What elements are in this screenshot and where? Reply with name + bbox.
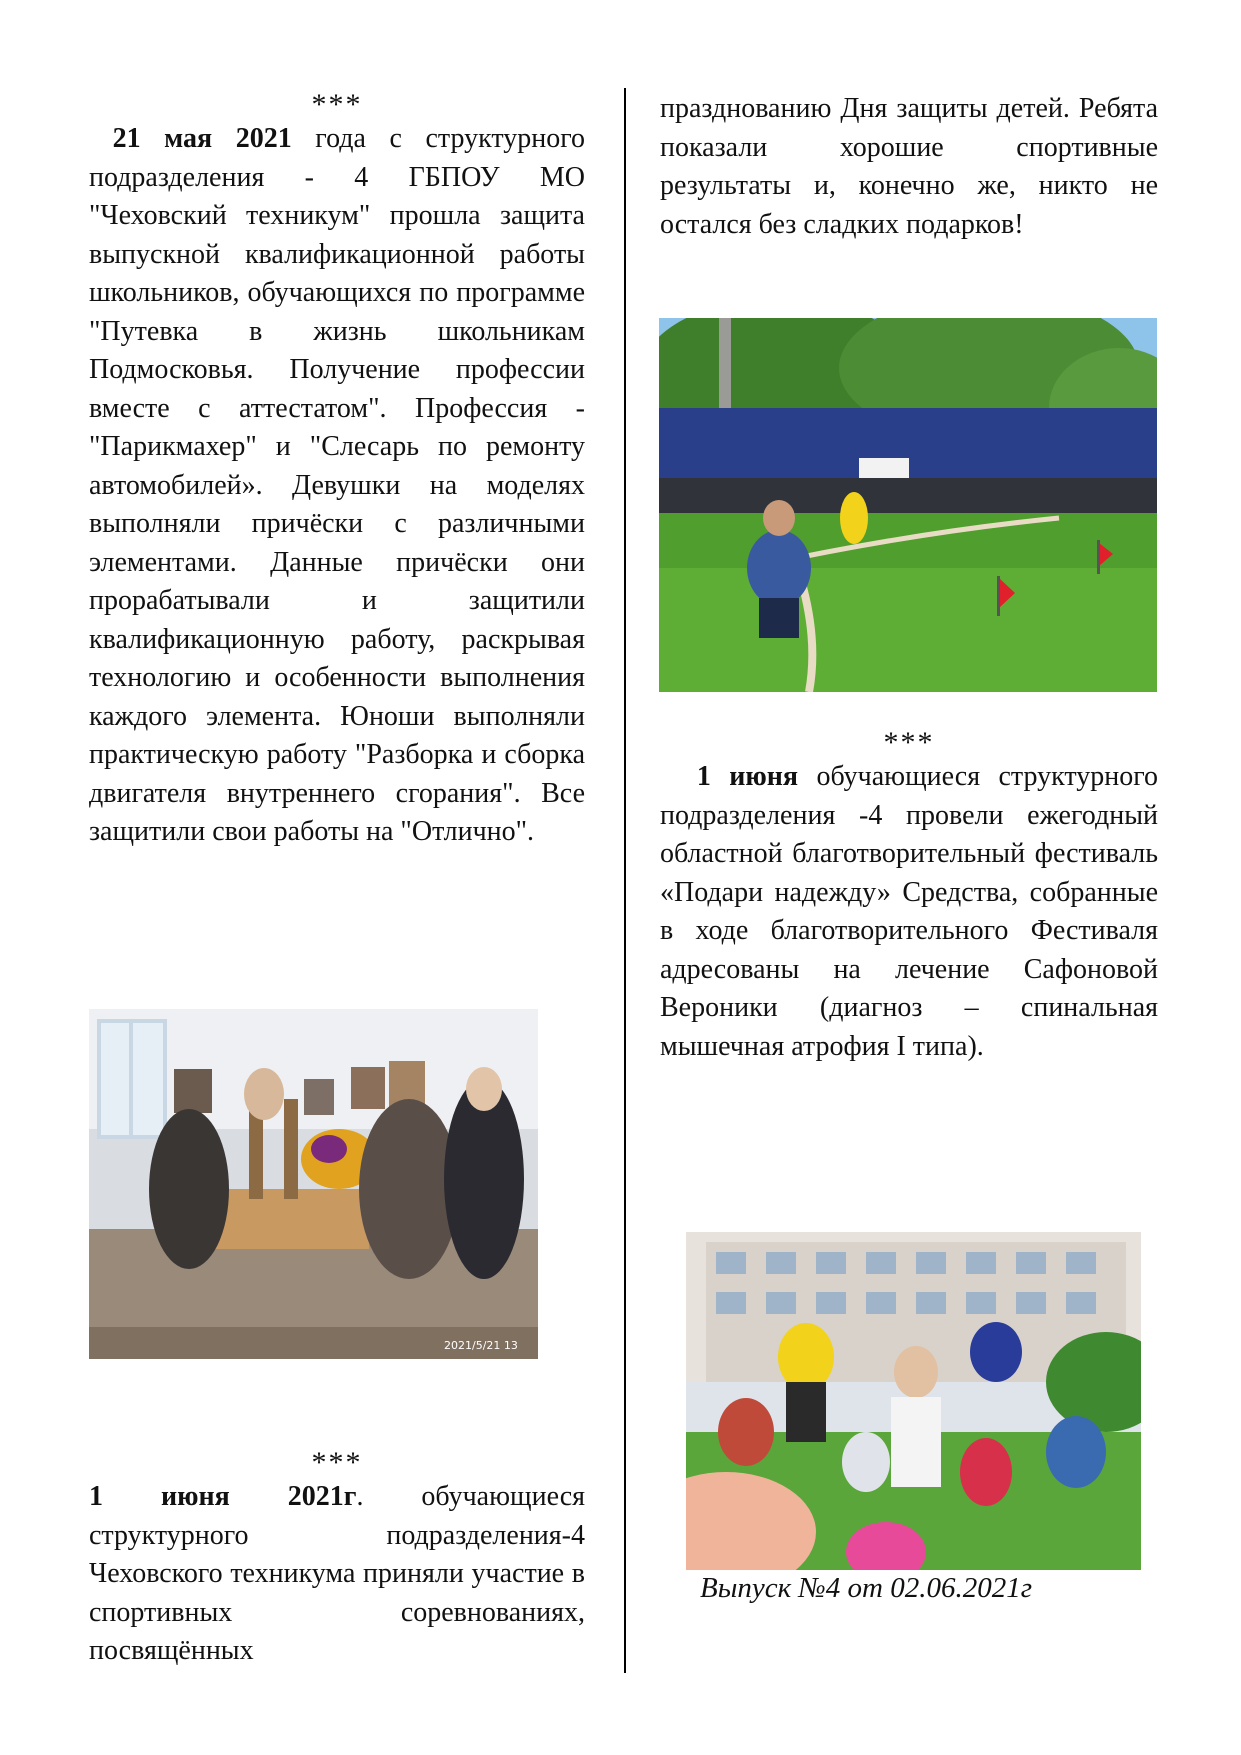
photo-charity-festival — [686, 1232, 1141, 1570]
section-separator-2: *** — [311, 1446, 363, 1479]
photo-hairdressing-class — [89, 1009, 538, 1359]
article-sports-competition — [89, 1478, 585, 1671]
article-body: года с структурного подразделения - 4 ГБПОУ МО "Чеховский техникум" прошла защита выпускной квалификационной работы школьников, обучающихся по программе "Путевка в жизнь школьникам Подмосковья. Получение профессии вместе с аттестатом". Профессия - "Парикмахер" и "Слесарь по ремонту автомобилей». Девушки на моделях выполняли причёски с различными элементами. Данные причёски они прорабатывали и защитили квалификационную работу, раскрывая технологию и особенности выполнения каждого элемента. Юноши выполняли практическую работу "Разборка и сборка двигателя внутреннего сгорания". Все защитили свои работы на "Отлично". — [89, 123, 585, 847]
article-charity-festival — [660, 728, 1158, 1066]
article-date: 1 июня 2021г — [89, 1481, 357, 1512]
right-column — [660, 90, 1158, 244]
column-divider — [624, 88, 626, 1673]
article-body: . обучающиеся структурного подразделения-4 Чеховского техникума приняли участие в спортивных соревнованиях, посвящённых — [89, 1481, 585, 1666]
section-separator: *** — [311, 88, 363, 121]
section-separator-3: *** — [883, 726, 935, 759]
article-date: 21 мая 2021 — [112, 123, 292, 154]
article-graduation-defense — [89, 120, 585, 852]
left-column — [89, 90, 585, 852]
article-date: 1 июня — [696, 761, 799, 792]
article-sports-continued: празднованию Дня защиты детей. Ребята показали хорошие спортивные результаты и, конечно же, никто не остался без сладких подарков! — [660, 93, 1158, 240]
issue-caption: Выпуск №4 от 02.06.2021г — [700, 1572, 1033, 1604]
article-body: обучающиеся структурного подразделения -4 провели ежегодный областной благотворительный фестиваль «Подари надежду» Средства, собранные в ходе благотворительного Фестиваля адресованы на лечение Сафоновой Вероники (диагноз – спинальная мышечная атрофия I типа). — [660, 761, 1159, 1062]
photo-tug-of-war — [659, 318, 1157, 692]
photo-timestamp: 2021/5/21 13 — [444, 1339, 518, 1352]
